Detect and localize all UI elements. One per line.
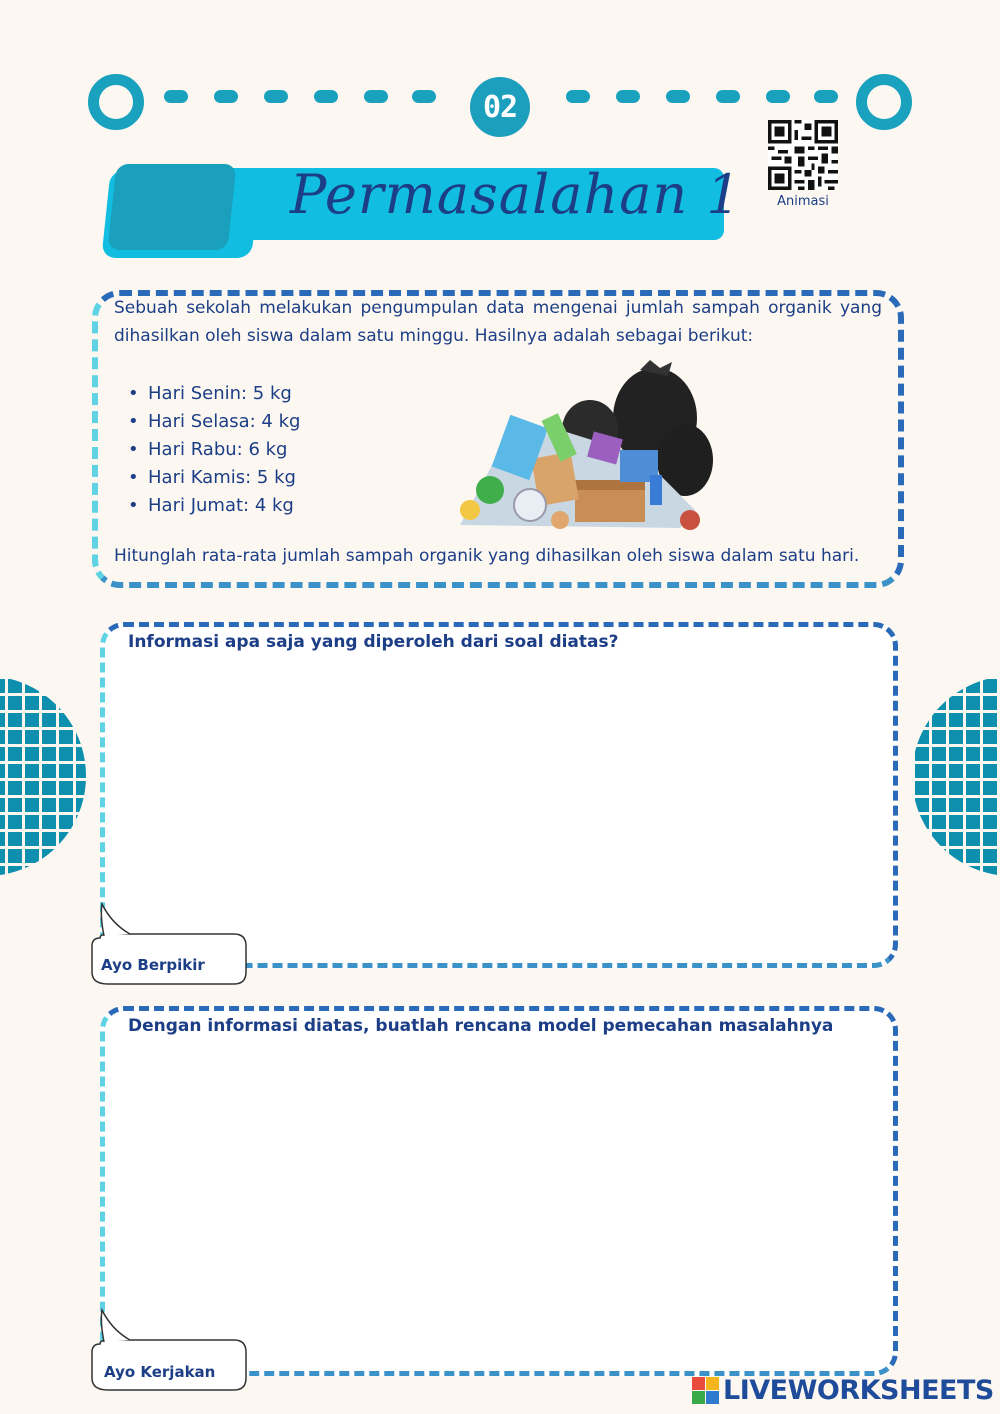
- list-item: • Hari Senin: 5 kg: [128, 380, 300, 408]
- logo-tiles-icon: [692, 1377, 719, 1404]
- rail-ring-left: [88, 74, 144, 130]
- info-answer-field[interactable]: [115, 662, 887, 936]
- qr-code-icon[interactable]: [768, 120, 838, 190]
- section1-prompt: Informasi apa saja yang diperoleh dari soal diatas?: [128, 632, 619, 652]
- list-item: • Hari Jumat: 4 kg: [128, 492, 300, 520]
- list-item: • Hari Kamis: 5 kg: [128, 464, 300, 492]
- speech-bubble-icon: [86, 902, 256, 988]
- rail-dash: [566, 90, 590, 103]
- list-item: • Hari Rabu: 6 kg: [128, 436, 300, 464]
- section2-prompt: Dengan informasi diatas, buatlah rencana model pemecahan masalahnya: [128, 1016, 834, 1036]
- rail-dash: [164, 90, 188, 103]
- logo-text: LIVEWORKSHEETS: [723, 1374, 994, 1406]
- rail-dash: [364, 90, 388, 103]
- list-item: • Hari Selasa: 4 kg: [128, 408, 300, 436]
- rail-dash: [814, 90, 838, 103]
- rail-dash: [766, 90, 790, 103]
- decorative-grid-circle-right: [912, 676, 1000, 876]
- problem-intro: Sebuah sekolah melakukan pengumpulan data mengenai jumlah sampah organik yang dihasilkan oleh siswa dalam satu minggu. Hasilnya adalah sebagai berikut:: [114, 298, 882, 346]
- trash-pile-illustration: [440, 360, 720, 540]
- page-title: Permasalahan 1: [290, 163, 742, 226]
- rail-ring-right: [856, 74, 912, 130]
- data-list: [128, 380, 300, 520]
- badge-ayo-kerjakan: Ayo Kerjakan: [104, 1363, 216, 1381]
- liveworksheets-logo[interactable]: [692, 1374, 994, 1406]
- section-number-badge: 02: [470, 77, 530, 137]
- qr-label: Animasi: [777, 194, 829, 209]
- rail-dash: [314, 90, 338, 103]
- decorative-grid-circle-left: [0, 676, 86, 876]
- title-banner-tab: [107, 164, 236, 250]
- problem-question: Hitunglah rata-rata jumlah sampah organik yang dihasilkan oleh siswa dalam satu hari.: [114, 546, 860, 566]
- rail-dash: [666, 90, 690, 103]
- rail-dash: [412, 90, 436, 103]
- badge-ayo-berpikir: Ayo Berpikir: [101, 956, 205, 974]
- speech-bubble-icon: [86, 1308, 256, 1394]
- rail-dash: [214, 90, 238, 103]
- rail-dash: [616, 90, 640, 103]
- rail-dash: [716, 90, 740, 103]
- rail-dash: [264, 90, 288, 103]
- plan-answer-field[interactable]: [115, 1046, 887, 1350]
